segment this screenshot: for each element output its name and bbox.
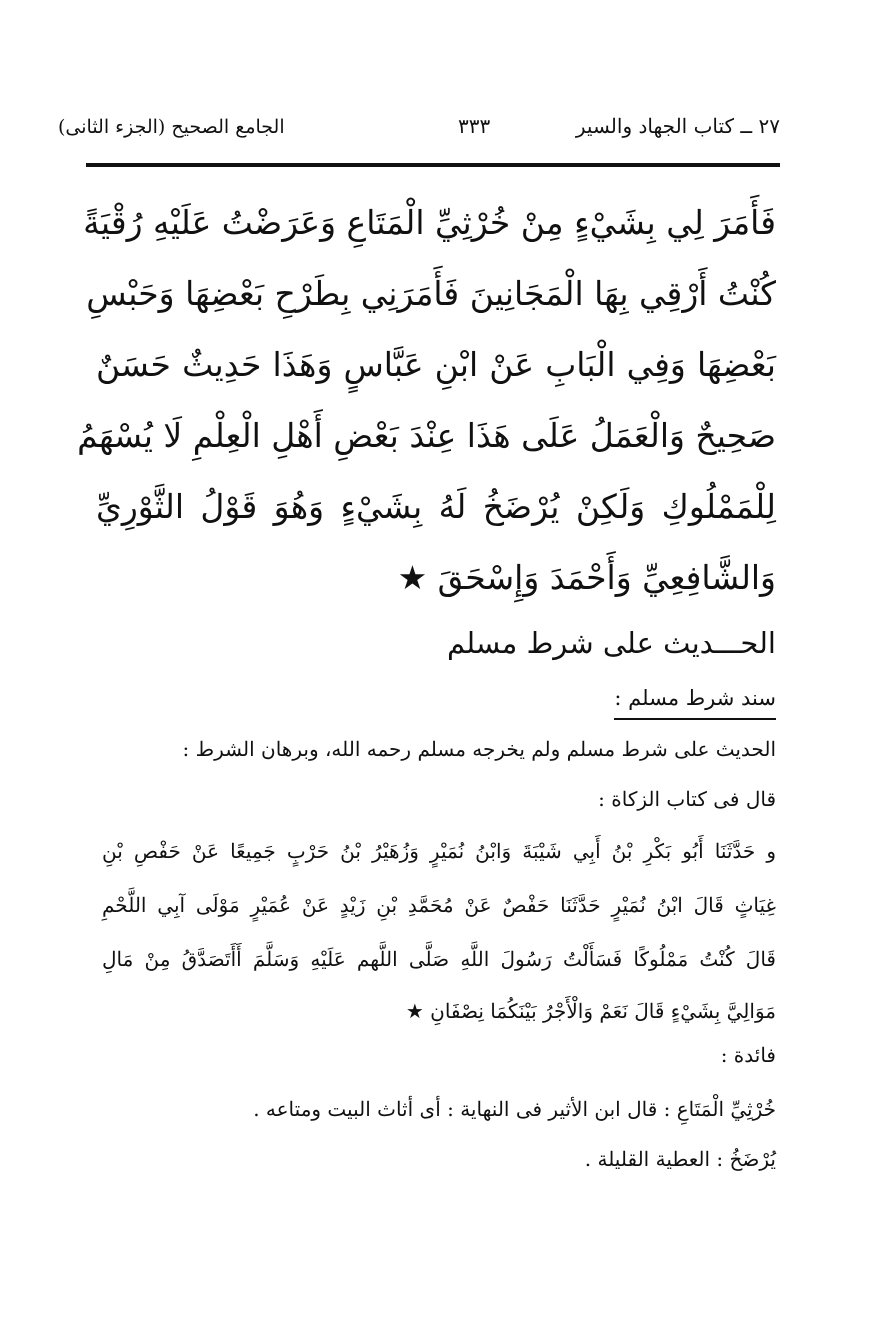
chain-line: و حَدَّثَنَا أَبُو بَكْرِ بْنُ أَبِي شَيْبَةَ وَابْنُ نُمَيْرٍ وَزُهَيْرُ بْنُ حَرْبٍ جَمِيعًا عَنْ حَفْصِ بْنِ (102, 839, 776, 863)
hadith-line: وَالشَّافِعِيِّ وَأَحْمَدَ وَإِسْحَقَ ★ (397, 558, 776, 597)
hadith-line: لِلْمَمْلُوكِ وَلَكِنْ يُرْضَخُ لَهُ بِشَيْءٍ وَهُوَ قَوْلُ الثَّوْرِيِّ (96, 487, 776, 526)
note-line: يُرْضَخُ : العطية القليلة . (584, 1147, 776, 1171)
book-title: الجامع الصحيح (الجزء الثانى) (58, 116, 285, 138)
isnad-heading: سند شرط مسلم : (614, 680, 776, 720)
running-header (58, 108, 780, 148)
hadith-line: كُنْتُ أَرْقِي بِهَا الْمَجَانِينَ فَأَمَرَنِي بِطَرْحِ بَعْضِهَا وَحَبْسِ (86, 274, 776, 313)
section-heading: الحـــديث على شرط مسلم (446, 626, 776, 660)
source-line: قال فى كتاب الزكاة : (598, 787, 776, 811)
chain-line: غِيَاثٍ قَالَ ابْنُ نُمَيْرٍ حَدَّثَنَا حَفْصٌ عَنْ مُحَمَّدِ بْنِ زَيْدٍ عَنْ عُمَيْرٍ مَوْلَى آبِي اللَّحْمِ (102, 893, 776, 917)
note-line: خُرْثِيِّ الْمَتَاعِ : قال ابن الأثير فى النهاية : أى أثاث البيت ومتاعه . (253, 1097, 776, 1121)
condition-line: الحديث على شرط مسلم ولم يخرجه مسلم رحمه الله، وبرهان الشرط : (182, 737, 776, 761)
hadith-line: بَعْضِهَا وَفِي الْبَابِ عَنْ ابْنِ عَبَّاسٍ وَهَذَا حَدِيثٌ حَسَنٌ (96, 345, 776, 384)
hadith-line: صَحِيحٌ وَالْعَمَلُ عَلَى هَذَا عِنْدَ بَعْضِ أَهْلِ الْعِلْمِ لَا يُسْهَمُ (77, 416, 776, 455)
chapter-title: ٢٧ ــ كتاب الجهاد والسير (575, 114, 780, 138)
chain-line: قَالَ كُنْتُ مَمْلُوكًا فَسَأَلْتُ رَسُولَ اللَّهِ صَلَّى اللَّهم عَلَيْهِ وَسَلَّمَ أَأَتَصَدَّقُ مِنْ مَالِ (102, 947, 776, 971)
chain-line: مَوَالِيَّ بِشَيْءٍ قَالَ نَعَمْ وَالْأَجْرُ بَيْنَكُمَا نِصْفَانِ ★ (405, 999, 776, 1023)
page-number: ٣٣٣ (458, 114, 491, 138)
hadith-line: فَأَمَرَ لِي بِشَيْءٍ مِنْ خُرْثِيِّ الْمَتَاعِ وَعَرَضْتُ عَلَيْهِ رُقْيَةً (83, 203, 776, 242)
header-rule (86, 163, 780, 167)
notes-heading: فائدة : (720, 1043, 776, 1067)
